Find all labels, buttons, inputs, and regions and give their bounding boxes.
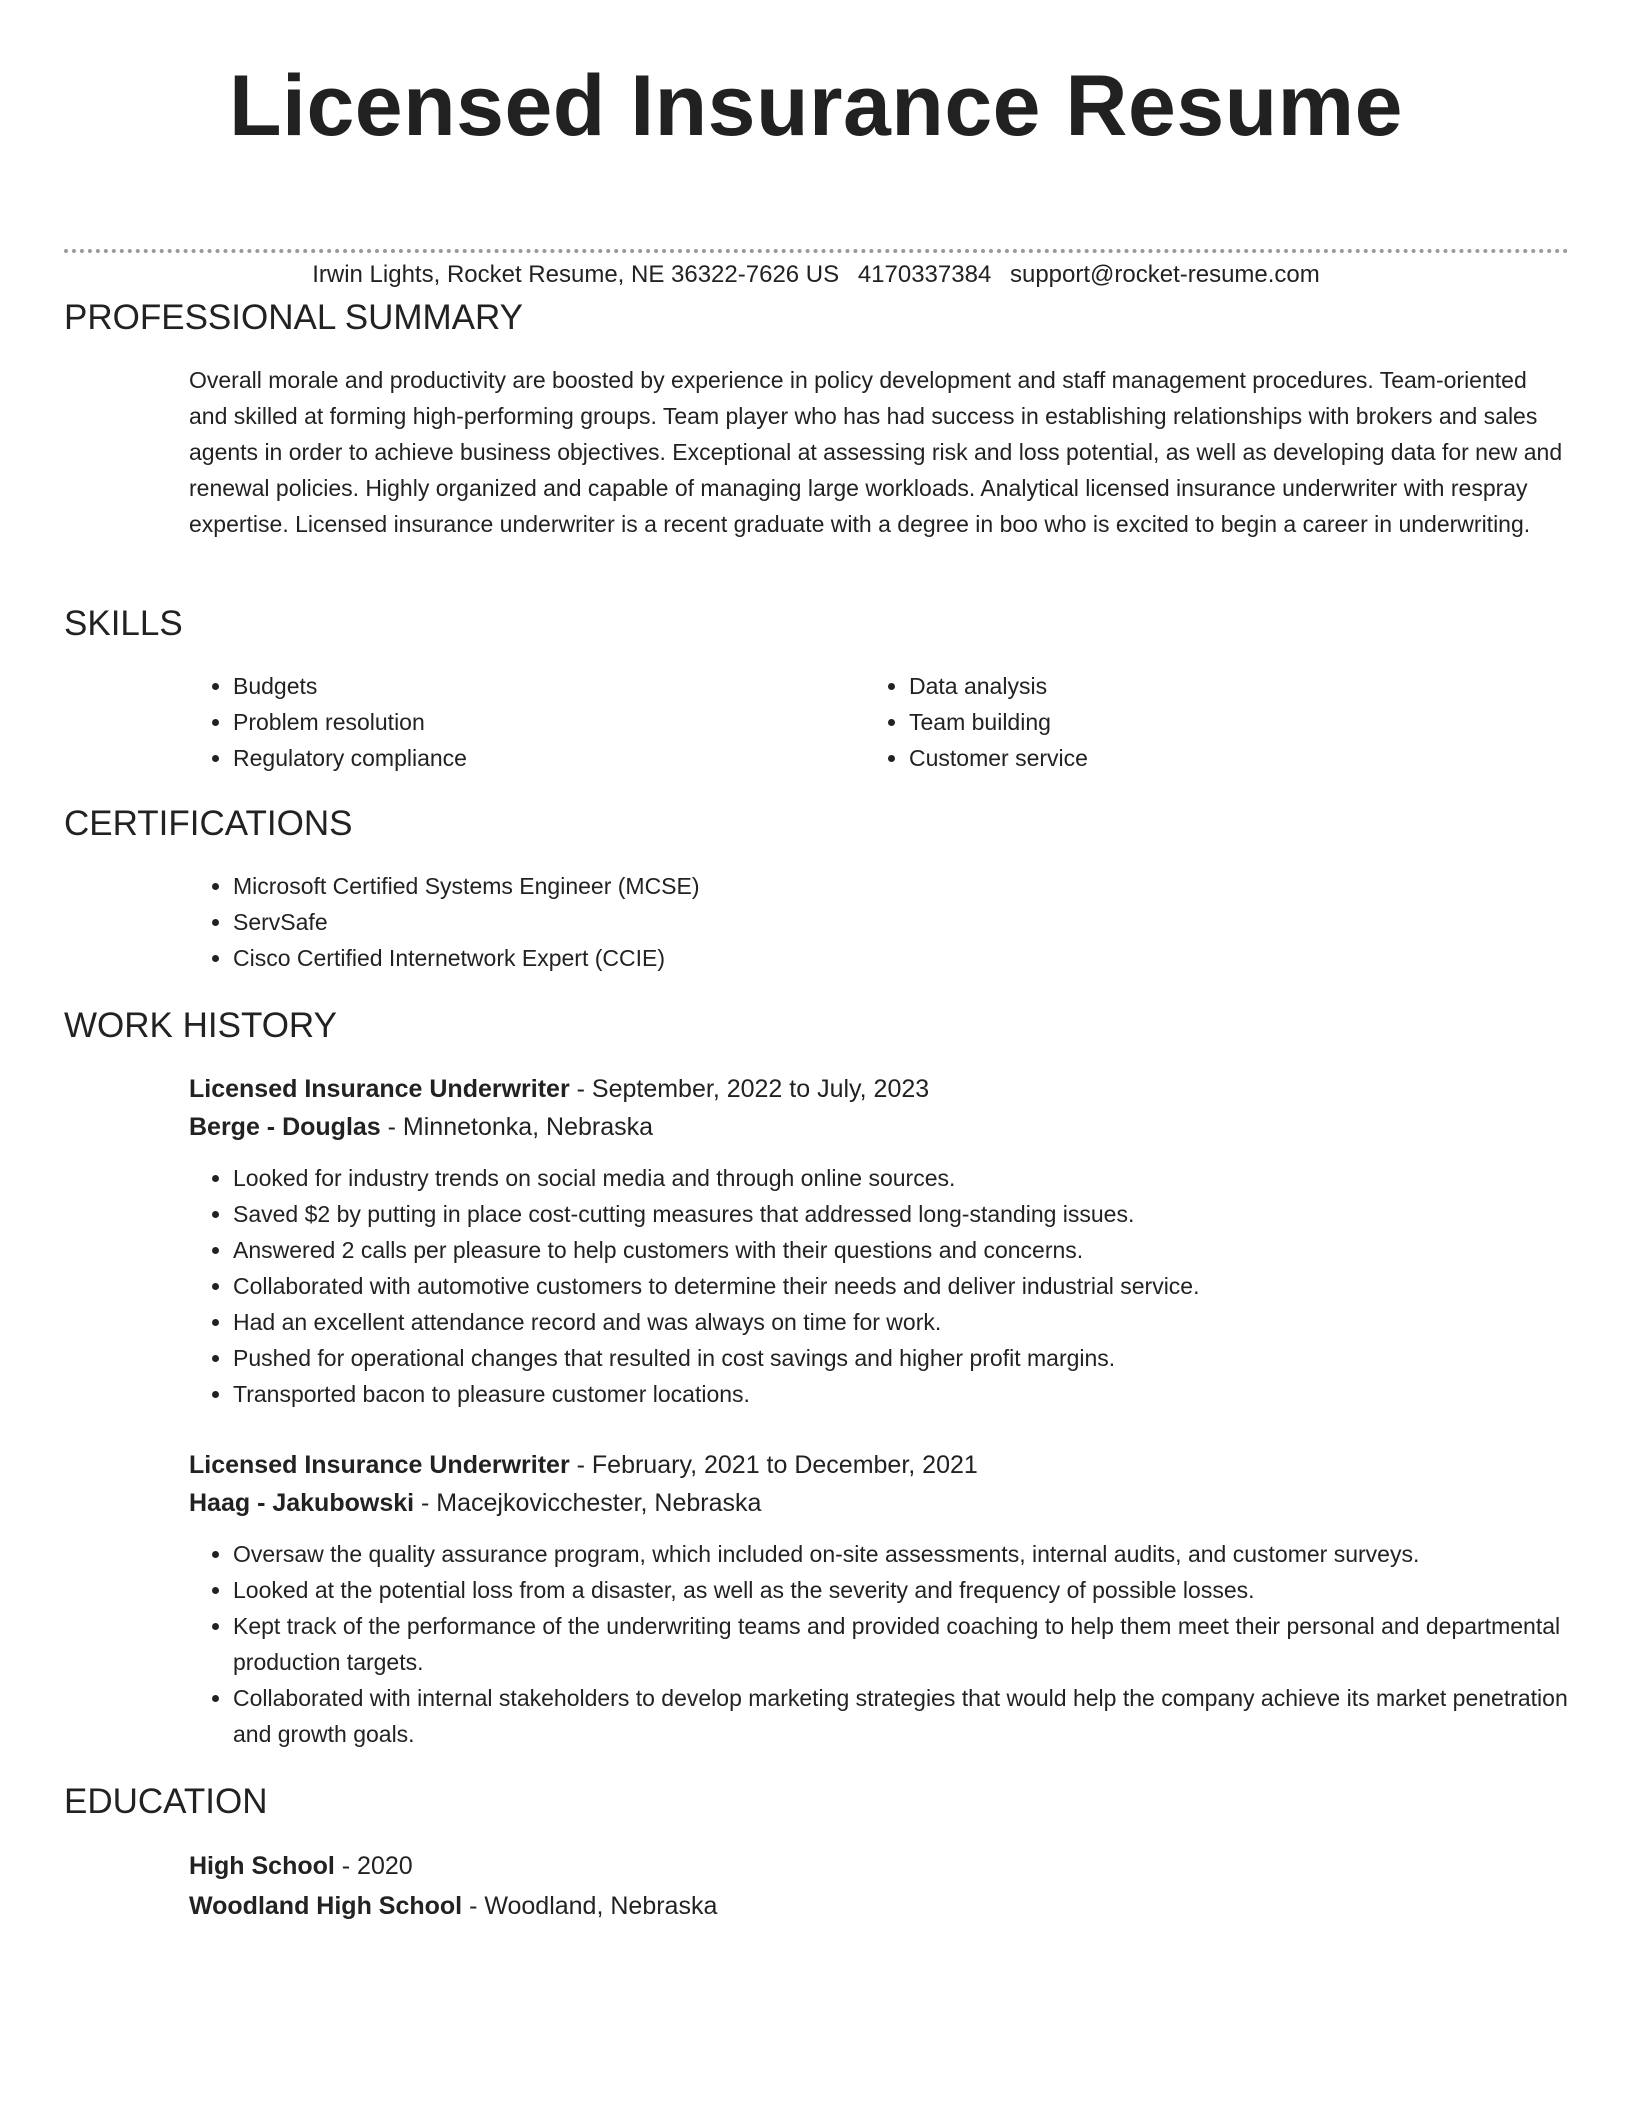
job-bullet: • Kept track of the performance of the underwriting teams and provided coaching to help them meet their personal and departmental production targets.: [233, 1608, 1569, 1680]
skill-item: • Budgets: [233, 668, 865, 704]
skills-heading: SKILLS: [64, 604, 183, 643]
skill-item: • Team building: [909, 704, 1541, 740]
contact-email: support@rocket-resume.com: [1009, 261, 1320, 288]
contact-phone: 4170337384: [857, 261, 992, 288]
job-bullet: • Saved $2 by putting in place cost-cutting measures that addressed long-standing issues.: [233, 1196, 1569, 1232]
certifications-list: [189, 868, 1569, 976]
job-location: - Macejkovicchester, Nebraska: [414, 1489, 762, 1517]
skill-item: • Problem resolution: [233, 704, 865, 740]
work-history-heading: WORK HISTORY: [64, 1006, 337, 1045]
job-bullets: [189, 1160, 1569, 1412]
education-school: Woodland High School: [189, 1892, 463, 1920]
job-dates: - September, 2022 to July, 2023: [569, 1075, 930, 1103]
job-company: Haag - Jakubowski: [189, 1489, 415, 1517]
education-entry: [189, 1846, 1569, 1926]
job-bullet: • Collaborated with automotive customers to determine their needs and deliver industrial service.: [233, 1268, 1569, 1304]
skills-column-left: [189, 668, 865, 776]
job-entry: [189, 1446, 1569, 1752]
job-bullet: • Oversaw the quality assurance program, which included on-site assessments, internal audits, and customer surveys.: [233, 1536, 1569, 1572]
certification-item: • ServSafe: [233, 904, 1569, 940]
header-divider: [64, 249, 1569, 253]
job-title: Licensed Insurance Underwriter: [189, 1075, 570, 1103]
education-school-line: [189, 1886, 1569, 1926]
job-company: Berge - Douglas: [189, 1113, 381, 1141]
education-degree-line: [189, 1846, 1569, 1886]
job-dates: - February, 2021 to December, 2021: [569, 1451, 978, 1479]
job-bullet: • Transported bacon to pleasure customer locations.: [233, 1376, 1569, 1412]
resume-title: Licensed Insurance Resume: [229, 58, 1403, 154]
skill-item: • Data analysis: [909, 668, 1541, 704]
job-entry: [189, 1070, 1569, 1412]
job-bullet: • Looked for industry trends on social media and through online sources.: [233, 1160, 1569, 1196]
certification-item: • Cisco Certified Internetwork Expert (CCIE): [233, 940, 1569, 976]
skill-item: • Regulatory compliance: [233, 740, 865, 776]
job-title: Licensed Insurance Underwriter: [189, 1451, 570, 1479]
job-bullet: • Had an excellent attendance record and was always on time for work.: [233, 1304, 1569, 1340]
job-bullet: • Pushed for operational changes that resulted in cost savings and higher profit margins.: [233, 1340, 1569, 1376]
summary-text: Overall morale and productivity are boosted by experience in policy development and staff management procedures. Team-oriented and skilled at forming high-performing groups. Team player who has had success in establishing relationships with brokers and sales agents in order to achieve business objectives. Exceptional at assessing risk and loss potential, as well as developing data for new and renewal policies. Highly organized and capable of managing large workloads. Analytical licensed insurance underwriter with respray expertise. Licensed insurance underwriter is a recent graduate with a degree in boo who is excited to begin a career in underwriting.: [189, 367, 1563, 537]
contact-address: Irwin Lights, Rocket Resume, NE 36322-7626 US: [312, 261, 840, 288]
skills-column-right: [865, 668, 1541, 776]
job-location: - Minnetonka, Nebraska: [380, 1113, 654, 1141]
job-bullets: [189, 1536, 1569, 1752]
job-bullet: • Answered 2 calls per pleasure to help customers with their questions and concerns.: [233, 1232, 1569, 1268]
job-title-line: [189, 1070, 1569, 1108]
education-location: - Woodland, Nebraska: [462, 1892, 718, 1920]
job-company-line: [189, 1108, 1569, 1146]
skill-item: • Customer service: [909, 740, 1541, 776]
certification-item: • Microsoft Certified Systems Engineer (MCSE): [233, 868, 1569, 904]
summary-heading: PROFESSIONAL SUMMARY: [64, 298, 523, 337]
skills-list: [189, 668, 1569, 776]
job-bullet: • Collaborated with internal stakeholders to develop marketing strategies that would help the company achieve its market penetration and growth goals.: [233, 1680, 1569, 1752]
job-company-line: [189, 1484, 1569, 1522]
education-year: - 2020: [334, 1852, 413, 1880]
job-bullet: • Looked at the potential loss from a disaster, as well as the severity and frequency of possible losses.: [233, 1572, 1569, 1608]
job-title-line: [189, 1446, 1569, 1484]
education-degree: High School: [189, 1852, 335, 1880]
certifications-heading: CERTIFICATIONS: [64, 804, 353, 843]
contact-line: [0, 260, 1632, 290]
education-heading: EDUCATION: [64, 1782, 268, 1821]
